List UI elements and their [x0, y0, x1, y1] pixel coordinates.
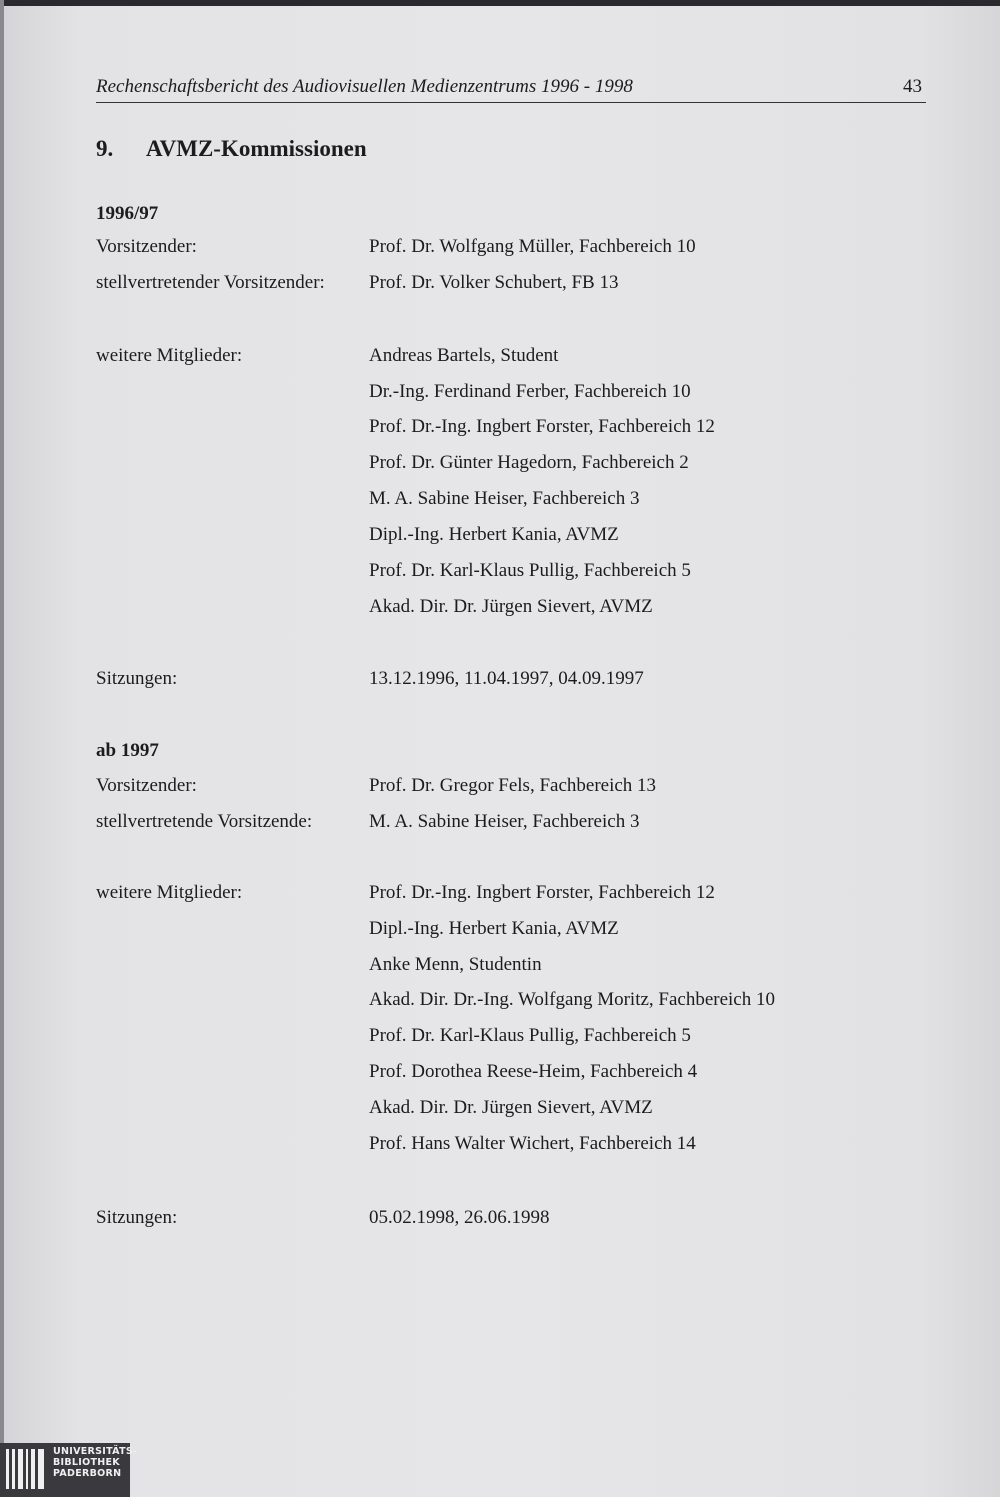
member-name: Prof. Dr.-Ing. Ingbert Forster, Fachbereich 12: [369, 416, 715, 437]
member-row: [96, 918, 926, 944]
member-name: Andreas Bartels, Student: [369, 345, 559, 366]
library-barcode-icon: [6, 1447, 50, 1491]
member-name: Akad. Dir. Dr. Jürgen Sievert, AVMZ: [369, 596, 653, 617]
member-row: [96, 560, 926, 586]
page-left-edge: [0, 0, 4, 1497]
member-name: Dr.-Ing. Ferdinand Ferber, Fachbereich 10: [369, 381, 691, 402]
member-row: [96, 596, 926, 622]
member-name: Prof. Dr. Günter Hagedorn, Fachbereich 2: [369, 452, 689, 473]
members-label: weitere Mitglieder:: [96, 345, 243, 366]
chair-label: Vorsitzender:: [96, 775, 197, 796]
chair-row-2: [96, 775, 926, 801]
member-name: Prof. Dr. Karl-Klaus Pullig, Fachbereich 5: [369, 1025, 691, 1046]
member-name: Dipl.-Ing. Herbert Kania, AVMZ: [369, 918, 619, 939]
period-heading-ab-1997: ab 1997: [96, 740, 159, 761]
deputy-label: stellvertretender Vorsitzender:: [96, 272, 325, 293]
member-name: Anke Menn, Studentin: [369, 954, 542, 975]
member-row: [96, 989, 926, 1015]
deputy-row-1: [96, 272, 926, 298]
running-header: [96, 72, 926, 103]
sessions-row-2: [96, 1207, 926, 1233]
sessions-dates: 13.12.1996, 11.04.1997, 04.09.1997: [369, 668, 644, 689]
member-row: [96, 416, 926, 442]
member-name: Akad. Dir. Dr.-Ing. Wolfgang Moritz, Fachbereich 10: [369, 989, 775, 1010]
member-row: [96, 1025, 926, 1051]
chair-name: Prof. Dr. Gregor Fels, Fachbereich 13: [369, 775, 657, 796]
logo-line: UNIVERSITÄTS-: [53, 1446, 138, 1457]
deputy-name: Prof. Dr. Volker Schubert, FB 13: [369, 272, 619, 293]
member-row: [96, 381, 926, 407]
member-name: Prof. Hans Walter Wichert, Fachbereich 14: [369, 1133, 696, 1154]
sessions-label: Sitzungen:: [96, 668, 178, 689]
sessions-dates: 05.02.1998, 26.06.1998: [369, 1207, 550, 1228]
member-row: [96, 882, 926, 908]
member-row: [96, 488, 926, 514]
member-row: [96, 452, 926, 478]
member-row: [96, 1097, 926, 1123]
page-number: 43: [903, 76, 922, 97]
library-logo-text: [53, 1446, 137, 1479]
member-row: [96, 345, 926, 371]
section-title: AVMZ-Kommissionen: [146, 136, 367, 161]
member-name: M. A. Sabine Heiser, Fachbereich 3: [369, 488, 640, 509]
member-name: Prof. Dr.-Ing. Ingbert Forster, Fachbereich 12: [369, 882, 715, 903]
sessions-row-1: [96, 668, 926, 694]
deputy-label: stellvertretende Vorsitzende:: [96, 811, 313, 832]
member-name: Dipl.-Ing. Herbert Kania, AVMZ: [369, 524, 619, 545]
deputy-row-2: [96, 811, 926, 837]
member-row: [96, 1061, 926, 1087]
member-name: Prof. Dr. Karl-Klaus Pullig, Fachbereich 5: [369, 560, 691, 581]
members-label: weitere Mitglieder:: [96, 882, 243, 903]
member-row: [96, 954, 926, 980]
running-header-title: Rechenschaftsbericht des Audiovisuellen Medienzentrums 1996 - 1998: [96, 76, 633, 97]
logo-line: PADERBORN: [53, 1468, 122, 1479]
section-heading: [96, 136, 367, 162]
section-number: 9.: [96, 136, 114, 161]
chair-name: Prof. Dr. Wolfgang Müller, Fachbereich 10: [369, 236, 696, 257]
member-row: [96, 1133, 926, 1159]
deputy-name: M. A. Sabine Heiser, Fachbereich 3: [369, 811, 640, 832]
chair-label: Vorsitzender:: [96, 236, 197, 257]
chair-row-1: [96, 236, 926, 262]
logo-line: BIBLIOTHEK: [53, 1457, 120, 1468]
page-top-edge: [0, 0, 1000, 6]
member-name: Akad. Dir. Dr. Jürgen Sievert, AVMZ: [369, 1097, 653, 1118]
library-logo: [0, 1443, 138, 1497]
member-row: [96, 524, 926, 550]
sessions-label: Sitzungen:: [96, 1207, 178, 1228]
period-heading-1996-97: 1996/97: [96, 203, 159, 224]
member-name: Prof. Dorothea Reese-Heim, Fachbereich 4: [369, 1061, 698, 1082]
